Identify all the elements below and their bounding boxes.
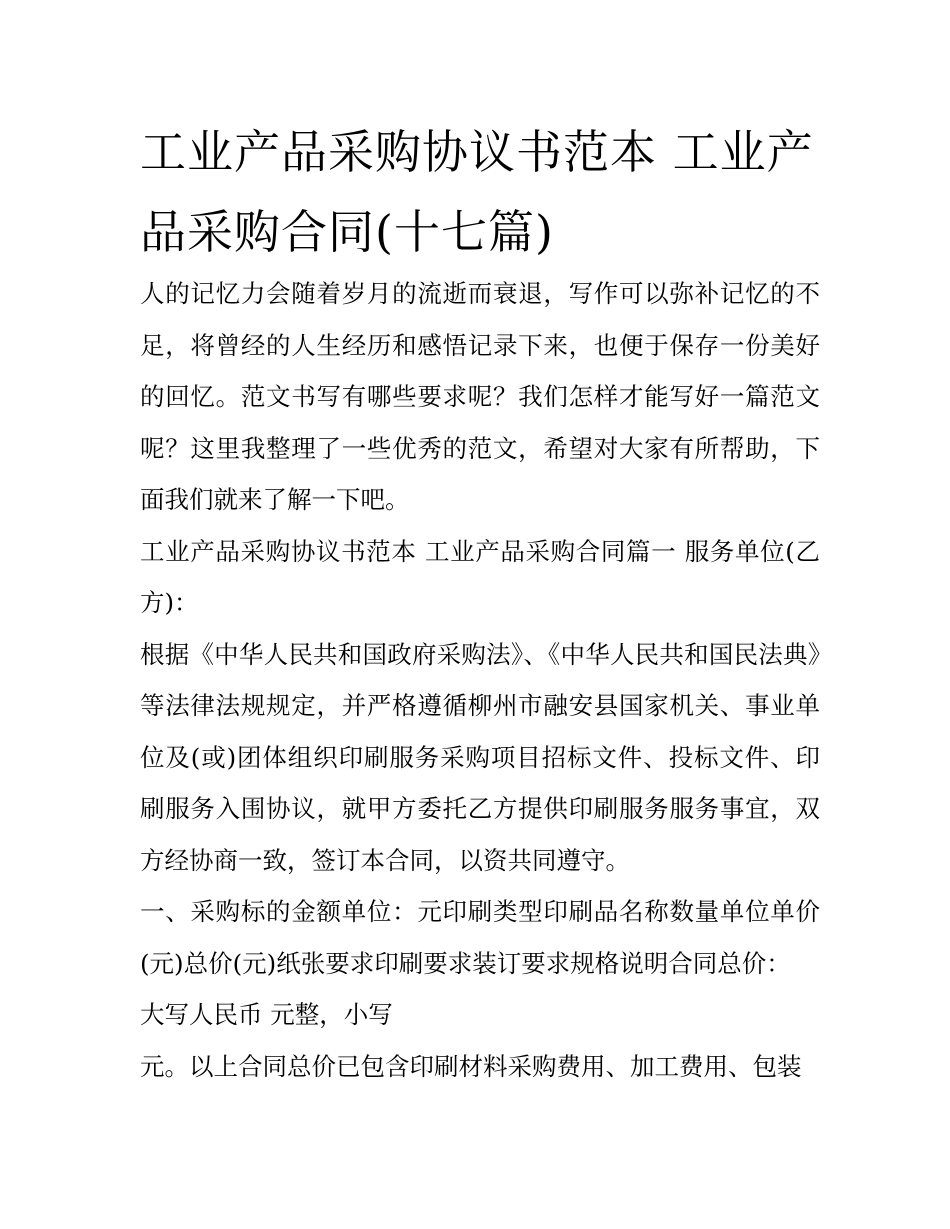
paragraph-intro: 人的记忆力会随着岁月的流逝而衰退，写作可以弥补记忆的不足，将曾经的人生经历和感悟记录下来，也便于保存一份美好的回忆。范文书写有哪些要求呢？我们怎样才能写好一篇范文呢？这里我整理了一些优秀的范文，希望对大家有所帮助，下面我们就来了解一下吧。 <box>140 279 820 514</box>
paragraph-procurement-items: 一、采购标的金额单位：元印刷类型印刷品名称数量单位单价(元)总价(元)纸张要求印刷要求装订要求规格说明合同总价： <box>140 897 820 978</box>
paragraph-amount-note: 元。以上合同总价已包含印刷材料采购费用、加工费用、包装 <box>140 1051 802 1081</box>
document-title: 工业产品采购协议书范本 工业产品采购合同(十七篇) <box>140 125 814 259</box>
paragraph-legal-basis: 根据《中华人民共和国政府采购法》、《中华人民共和国民法典》等法律法规规定，并严格遵循柳州市融安县国家机关、事业单位及(或)团体组织印刷服务采购项目招标文件、投标文件、印刷服务入围协议，就甲方委托乙方提供印刷服务服务事宜，双方经协商一致，签订本合同，以资共同遵守。 <box>140 639 820 875</box>
paragraph-section-heading: 工业产品采购协议书范本 工业产品采购合同篇一 服务单位(乙方)： <box>140 536 820 617</box>
document-body <box>140 268 820 1092</box>
paragraph-amount-uppercase: 大写人民币 元整，小写 <box>140 1000 393 1029</box>
